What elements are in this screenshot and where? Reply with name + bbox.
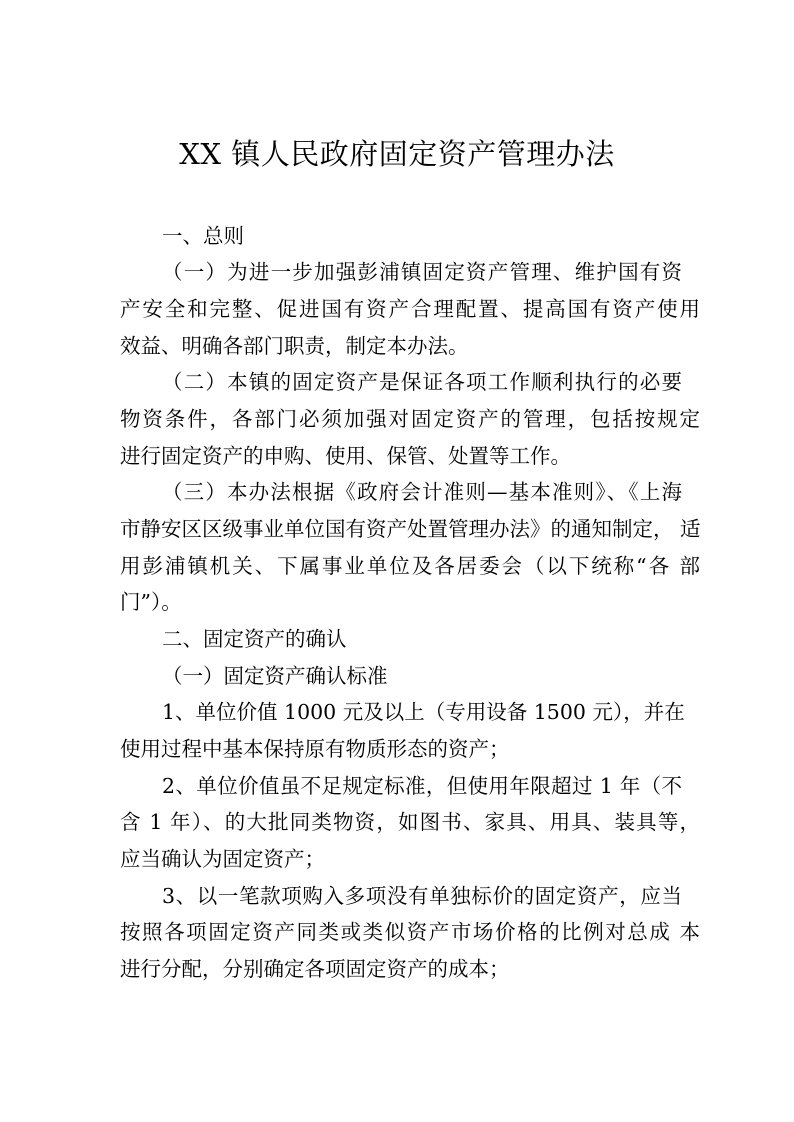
paragraph-line: 产安全和完整、促进国有资产合理配置、提高国有资产使用	[120, 297, 700, 321]
paragraph-line: 1、单位价值 1000 元及以上（专用设备 1500 元），并在	[162, 700, 685, 724]
paragraph-line: 门”）。	[120, 590, 182, 614]
section-heading: 一、总则	[162, 224, 244, 248]
paragraph-line: 按照各项固定资产同类或类似资产市场价格的比例对总成 本	[120, 920, 700, 944]
paragraph-line: （三）本办法根据《政府会计准则—基本准则》、《上海	[162, 480, 682, 504]
paragraph-line: 进行固定资产的申购、使用、保管、处置等工作。	[120, 444, 571, 468]
paragraph-line: 进行分配，分别确定各项固定资产的成本；	[120, 957, 510, 981]
paragraph-line: 用彭浦镇机关、下属事业单位及各居委会（以下统称“各 部	[120, 554, 700, 578]
paragraph-line: （一）为进一步加强彭浦镇固定资产管理、维护国有资	[162, 260, 682, 284]
paragraph-line: 市静安区区级事业单位国有资产处置管理办法》的通知制定， 适	[120, 517, 701, 541]
paragraph-line: 使用过程中基本保持原有物质形态的资产；	[120, 737, 510, 761]
document-title: XX 镇人民政府固定资产管理办法	[179, 137, 615, 171]
paragraph-line: 效益、明确各部门职责，制定本办法。	[120, 334, 469, 358]
paragraph-line: 含 1 年）、的大批同类物资，如图书、家具、用具、装具等，	[120, 810, 700, 834]
paragraph-line: 应当确认为固定资产；	[120, 847, 325, 871]
section-heading: 二、固定资产的确认	[162, 627, 347, 651]
subsection-heading: （一）固定资产确认标准	[162, 664, 388, 688]
paragraph-line: （二）本镇的固定资产是保证各项工作顺利执行的必要	[162, 370, 682, 394]
paragraph-line: 3、以一笔款项购入多项没有单独标价的固定资产，应当	[162, 884, 682, 908]
paragraph-line: 2、单位价值虽不足规定标准，但使用年限超过 1 年（不	[162, 774, 682, 798]
paragraph-line: 物资条件，各部门必须加强对固定资产的管理，包括按规定	[120, 407, 700, 431]
